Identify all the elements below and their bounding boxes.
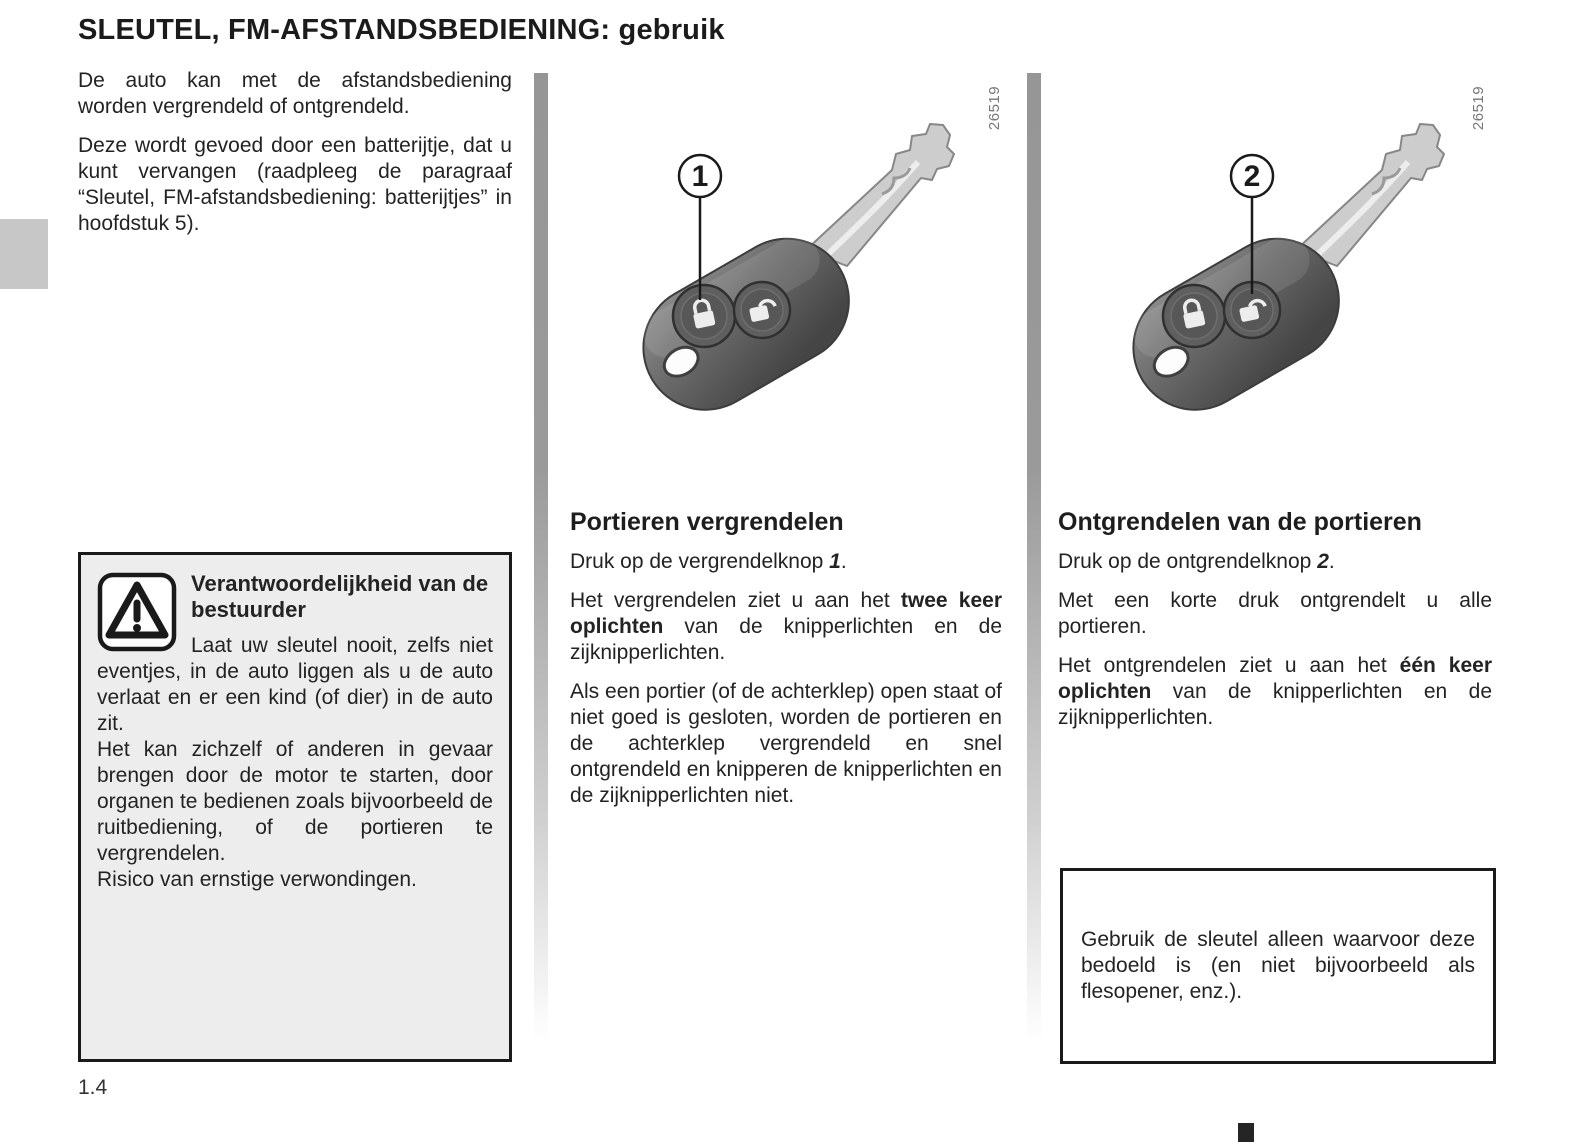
- key-drawing: [1110, 70, 1510, 455]
- unlock-button: [734, 282, 790, 338]
- column-divider-bar: [1027, 73, 1041, 1062]
- warning-title: Verantwoordelijkheid van de bestuurder: [191, 571, 489, 622]
- lock-section-title: Portieren vergrendelen: [570, 508, 844, 536]
- warning-paragraph-3: Risico van ernstige verwondingen.: [97, 868, 417, 891]
- key-drawing: [620, 70, 1020, 455]
- unlock-paragraph-2: Met een korte druk ontgrendelt u alle portieren.: [1058, 589, 1492, 638]
- button-1-reference: 1: [829, 550, 841, 573]
- warning-paragraph-2: Het kan zichzelf of anderen in gevaar brengen door de motor te starten, door organen te bedienen zoals bijvoorbeeld de ruitbediening, of de portieren te vergrendelen.: [97, 738, 493, 865]
- callout-2-number: 2: [1243, 160, 1261, 193]
- column-divider-bar: [534, 73, 548, 1062]
- photo-reference-number: 26519: [1470, 85, 1487, 131]
- page-title: SLEUTEL, FM-AFSTANDSBEDIENING: gebruik: [78, 14, 725, 46]
- section-end-marker: [1238, 1123, 1254, 1142]
- lock-paragraph-2: Het vergrendelen ziet u aan het twee keer oplichten van de knipperlichten en de zijknipperlichten.: [570, 589, 1002, 664]
- page-number: 1.4: [78, 1076, 108, 1099]
- note-text: Gebruik de sleutel alleen waarvoor deze bedoeld is (en niet bijvoorbeeld als flesopener, enz.).: [1081, 928, 1475, 1003]
- key-usage-note-box: [1060, 868, 1496, 1064]
- chapter-edge-tab: [0, 219, 48, 289]
- key-blade-icon: [1296, 124, 1444, 266]
- intro-column: [78, 68, 512, 250]
- unlock-paragraph-1: Druk op de ontgrendelknop 2.: [1058, 550, 1335, 573]
- intro-paragraph-2: Deze wordt gevoed door een batterijtje, dat u kunt vervangen (raadpleeg de paragraaf “Sleutel, FM-afstandsbediening: batterijtjes” in hoofdstuk 5).: [78, 134, 512, 235]
- intro-paragraph-1: De auto kan met de afstandsbediening worden vergrendeld of ontgrendeld.: [78, 69, 512, 118]
- key-blade-icon: [806, 124, 954, 266]
- unlock-paragraph-3: Het ontgrendelen ziet u aan het één keer oplichten van de knipperlichten en de zijknipperlichten.: [1058, 654, 1492, 729]
- callout-1-number: 1: [691, 160, 709, 193]
- warning-triangle-icon: [97, 571, 177, 653]
- button-2-reference: 2: [1317, 550, 1329, 573]
- lock-paragraph-1: Druk op de vergrendelknop 1.: [570, 550, 847, 573]
- lock-button: [673, 285, 735, 347]
- key-illustration-lock: [620, 70, 1020, 455]
- lock-paragraph-3: Als een portier (of de achterklep) open staat of niet goed is gesloten, worden de portieren en de achterklep vergrendeld en snel ontgrendeld en knipperen de knipperlichten en de zijknipperlichten niet.: [570, 680, 1002, 807]
- unlock-section-title: Ontgrendelen van de portieren: [1058, 508, 1422, 536]
- lock-section: [570, 508, 1002, 822]
- driver-responsibility-warning-box: [78, 552, 512, 1062]
- photo-reference-number: 26519: [986, 85, 1003, 131]
- lock-button: [1163, 285, 1225, 347]
- key-illustration-unlock: [1110, 70, 1510, 455]
- unlock-section: [1058, 508, 1492, 744]
- warning-paragraph-1: Laat uw sleutel nooit, zelfs niet eventjes, in de auto liggen als u de auto verlaat en er een kind (of dier) in de auto zit.: [97, 634, 493, 735]
